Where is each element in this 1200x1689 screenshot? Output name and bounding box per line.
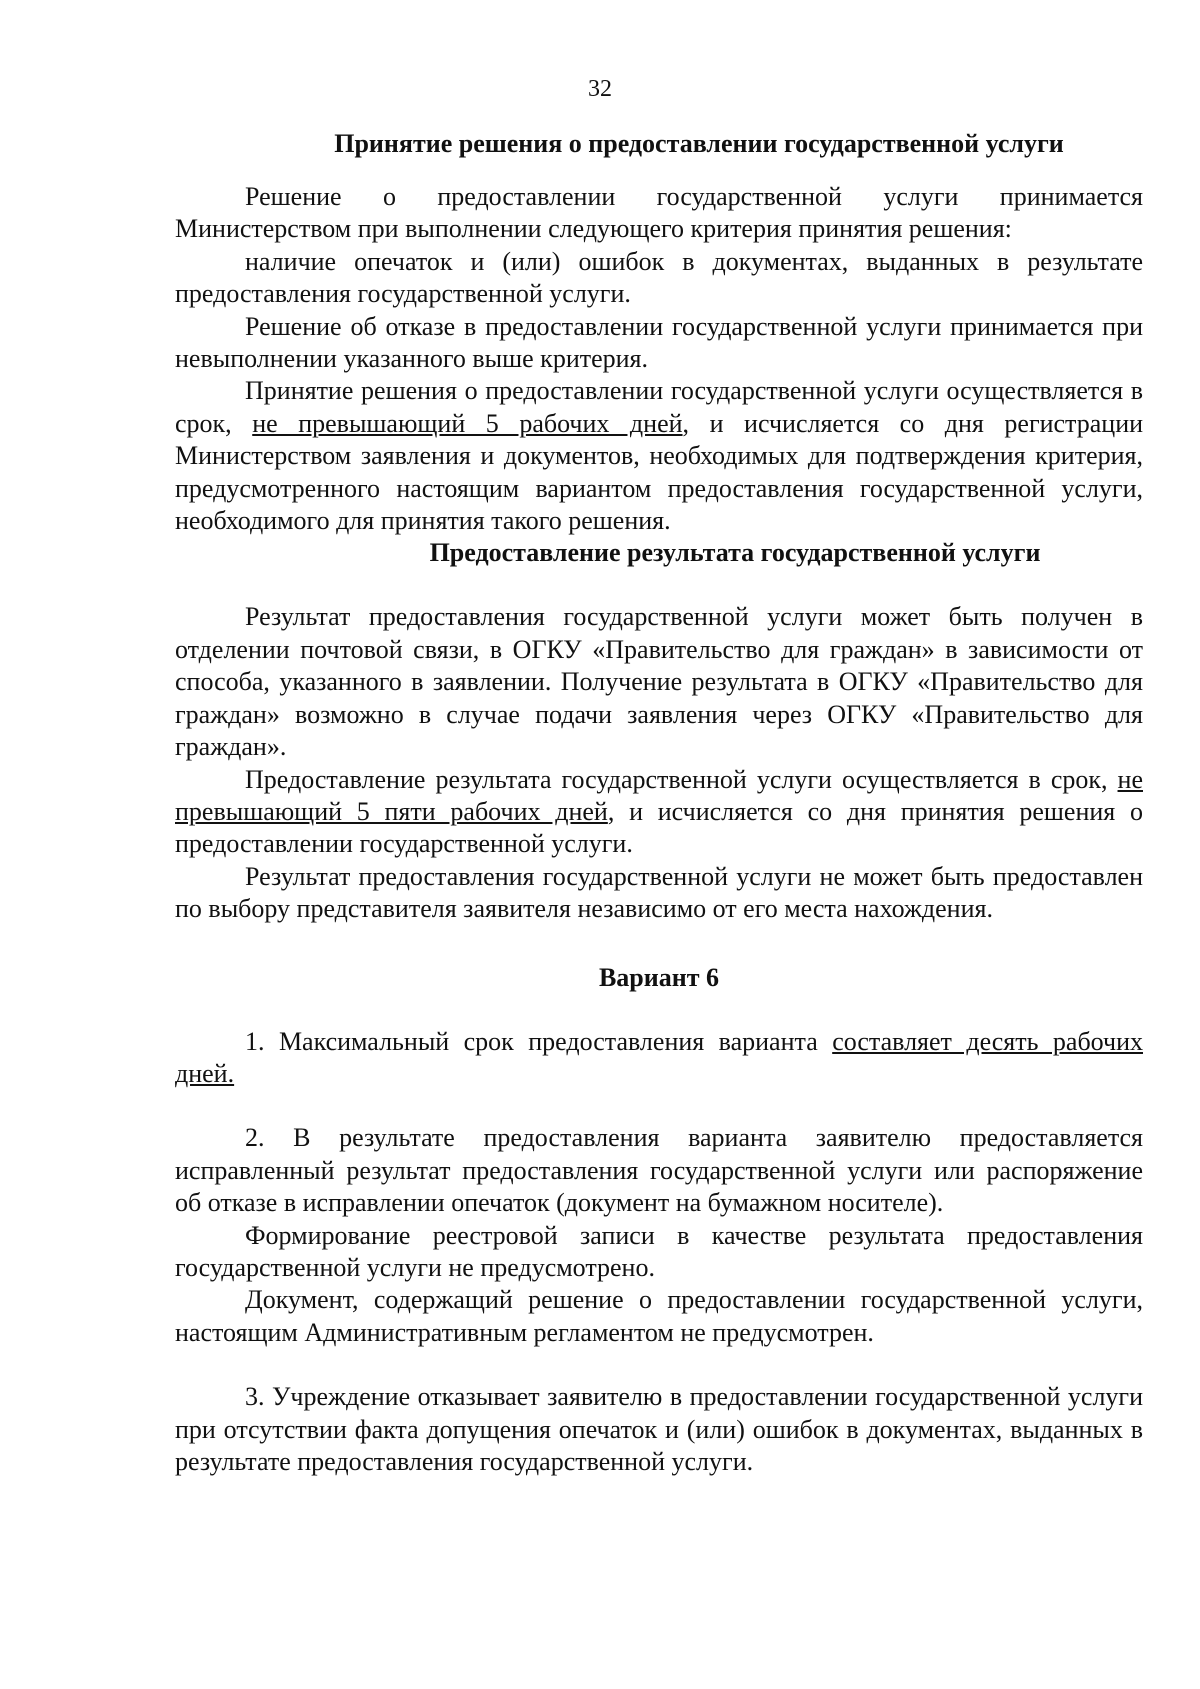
underlined-term: не превышающий 5 пяти рабочих дней bbox=[175, 764, 1143, 826]
underlined-term: не превышающий 5 рабочих дней bbox=[252, 408, 683, 438]
section-heading-result: Предоставление результата государственной услуги bbox=[429, 538, 1041, 568]
paragraph: Решение о предоставлении государственной услуги принимается Министерством при выполнении следующего критерия принятия решения: bbox=[175, 182, 1143, 244]
section-heading-decision: Принятие решения о предоставлении государственной услуги bbox=[334, 129, 1064, 158]
paragraph: Результат предоставления государственной услуги может быть получен в отделении почтовой связи, в ОГКУ «Правительство для граждан» в зависимости от способа, указанного в заявлении. Получение результата в ОГКУ «Правительство для граждан» возможно в случае подачи заявления через ОГКУ «Правительство для граждан». bbox=[175, 602, 1143, 762]
page-number: 32 bbox=[588, 76, 612, 102]
paragraph bbox=[175, 375, 1143, 537]
paragraph: Результат предоставления государственной услуги не может быть предоставлен по выбору представителя заявителя независимо от его места нахождения. bbox=[175, 861, 1143, 924]
paragraph: Документ, содержащий решение о предоставлении государственной услуги, настоящим Административным регламентом не предусмотрен. bbox=[175, 1285, 1143, 1347]
text-run: Принятие решения о предоставлении государственной услуги осуществляется в срок, bbox=[175, 376, 1143, 438]
numbered-item-1 bbox=[175, 1026, 1143, 1091]
text-run: , и исчисляется со дня принятия решения о предоставлении государственной услуги. bbox=[175, 796, 1143, 859]
numbered-item-3: 3. Учреждение отказывает заявителю в предоставлении государственной услуги при отсутствии факта допущения опечаток и (или) ошибок в документах, выданных в результате предоставления государственной услуги. bbox=[175, 1382, 1143, 1476]
text-run: , и исчисляется со дня регистрации Министерством заявления и документов, необходимых для подтверждения критерия, предусмотренного настоящим вариантом предоставления государственной услуги, необходимого для принятия такого решения. bbox=[175, 408, 1144, 536]
paragraph: Решение об отказе в предоставлении государственной услуги принимается при невыполнении указанного выше критерия. bbox=[175, 311, 1143, 374]
paragraph bbox=[175, 764, 1143, 861]
variant-heading: Вариант 6 bbox=[598, 962, 720, 992]
text-run: 1. Максимальный срок предоставления варианта bbox=[245, 1026, 833, 1056]
paragraph: Формирование реестровой записи в качестве результата предоставления государственной услуги не предусмотрено. bbox=[175, 1220, 1143, 1282]
document-content bbox=[175, 128, 1143, 1478]
paragraph: наличие опечаток и (или) ошибок в документах, выданных в результате предоставления государственной услуги. bbox=[175, 246, 1143, 309]
underlined-term: составляет десять рабочих дней. bbox=[175, 1026, 1143, 1088]
text-run: Предоставление результата государственной услуги осуществляется в срок, bbox=[245, 764, 1118, 794]
numbered-item-2: 2. В результате предоставления варианта заявителю предоставляется исправленный результат предоставления государственной услуги или распоряжение об отказе в исправлении опечаток (документ на бумажном носителе). bbox=[175, 1123, 1143, 1218]
